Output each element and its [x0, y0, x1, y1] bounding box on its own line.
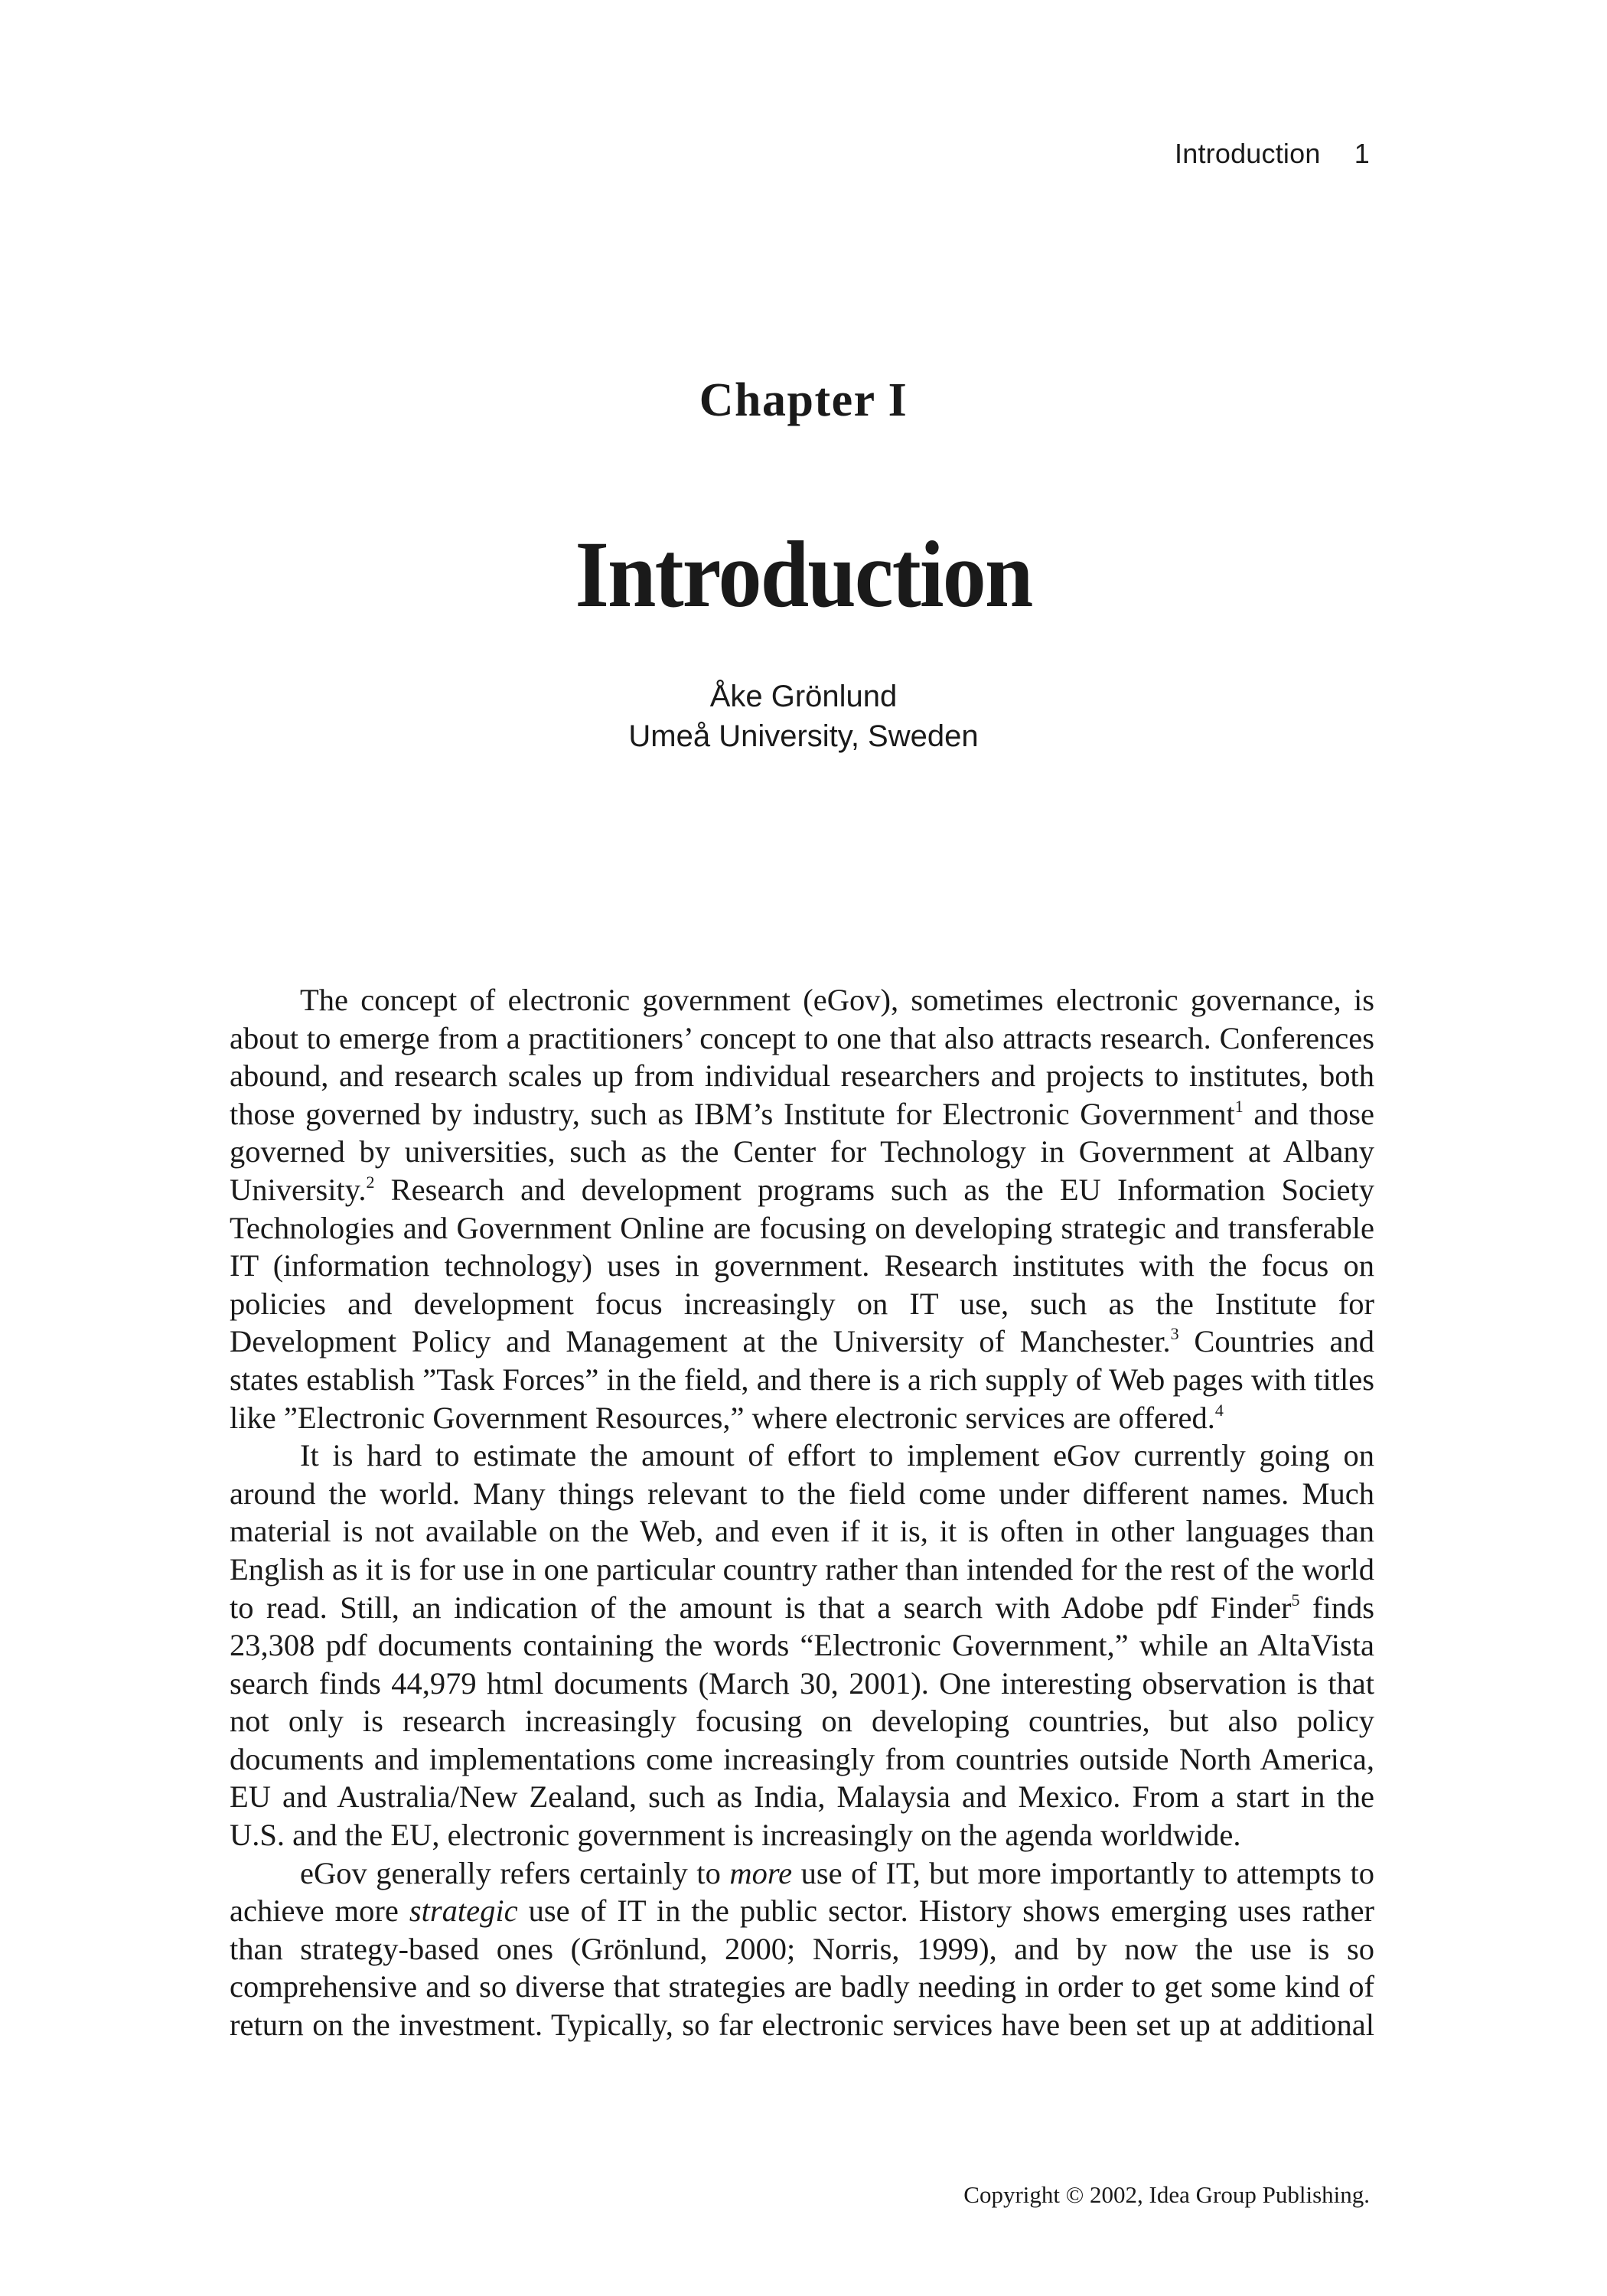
author-block [0, 677, 1607, 756]
author-affiliation: Umeå University, Sweden [628, 719, 979, 753]
emphasis-more: more [729, 1855, 793, 1890]
paragraph-text: and those governed by universities, such as the Center for Technology in Government at Albany University. [230, 1096, 1374, 1207]
footnote-ref-5: 5 [1291, 1590, 1300, 1609]
paragraph-3 [230, 1854, 1374, 2044]
paragraph-2 [230, 1437, 1374, 1854]
paragraph-text: use of IT, but more importantly to attempts to achieve more [230, 1855, 1374, 1929]
page-number: 1 [1354, 138, 1370, 169]
paragraph-text: use of IT in the public sector. History shows emerging uses rather than strategy-based ones (Grönlund, 2000; Norris, 1999), and by now the use is so comprehensive and so diverse that strategies are badly needing in order to get some kind of return on the investment. Typically, so far electronic services have been set up at additional [230, 1893, 1374, 2043]
paragraph-text: The concept of electronic government (eGov), sometimes electronic governance, is about to emerge from a practitioners’ concept to one that also attracts research. Conferences abound, and research scales up from individual researchers and projects to institutes, both those governed by industry, such as IBM’s Institute for Electronic Government [230, 983, 1374, 1131]
paragraph-text: Research and development programs such as the EU Information Society Technologies and Government Online are focusing on developing strategic and transferable IT (information technology) uses in government. Research institutes with the focus on policies and development focus increasingly on IT use, such as the Institute for Development Policy and Management at the University of Manchester. [230, 1172, 1374, 1359]
chapter-title: Introduction [575, 522, 1032, 627]
footnote-ref-2: 2 [366, 1172, 375, 1192]
paragraph-1 [230, 981, 1374, 1437]
chapter-label: Chapter I [699, 374, 908, 426]
running-head-title: Introduction [1175, 138, 1321, 169]
copyright-notice: Copyright © 2002, Idea Group Publishing. [963, 2181, 1370, 2208]
body-text [230, 981, 1374, 2044]
emphasis-strategic: strategic [409, 1893, 518, 1929]
paragraph-text: It is hard to estimate the amount of effort to implement eGov currently going on around the world. Many things relevant to the field come under different names. Much material is not available on the Web, and even if it is, it is often in other languages than English as it is for use in one particular country rather than intended for the rest of the world to read. Still, an indication of the amount is that a search with Adobe pdf Finder [230, 1438, 1374, 1625]
running-head [1175, 138, 1370, 170]
footnote-ref-4: 4 [1214, 1400, 1224, 1420]
footnote-ref-1: 1 [1234, 1096, 1244, 1116]
author-name: Åke Grönlund [709, 680, 898, 713]
paragraph-text: eGov generally refers certainly to [300, 1855, 730, 1890]
paragraph-text: finds 23,308 pdf documents containing the words “Electronic Government,” while an AltaVista search finds 44,979 html documents (March 30, 2001). One interesting observation is that not only is research increasingly focusing on developing countries, but also policy documents and implementations come increasingly from countries outside North America, EU and Australia/New Zealand, such as India, Malaysia and Mexico. From a start in the U.S. and the EU, electronic government is increasingly on the agenda worldwide. [230, 1590, 1375, 1853]
paragraph-text: Countries and states establish ”Task Forces” in the field, and there is a rich supply of Web pages with titles like ”Electronic Government Resources,” where electronic services are offered. [230, 1324, 1375, 1435]
footnote-ref-3: 3 [1170, 1324, 1179, 1344]
